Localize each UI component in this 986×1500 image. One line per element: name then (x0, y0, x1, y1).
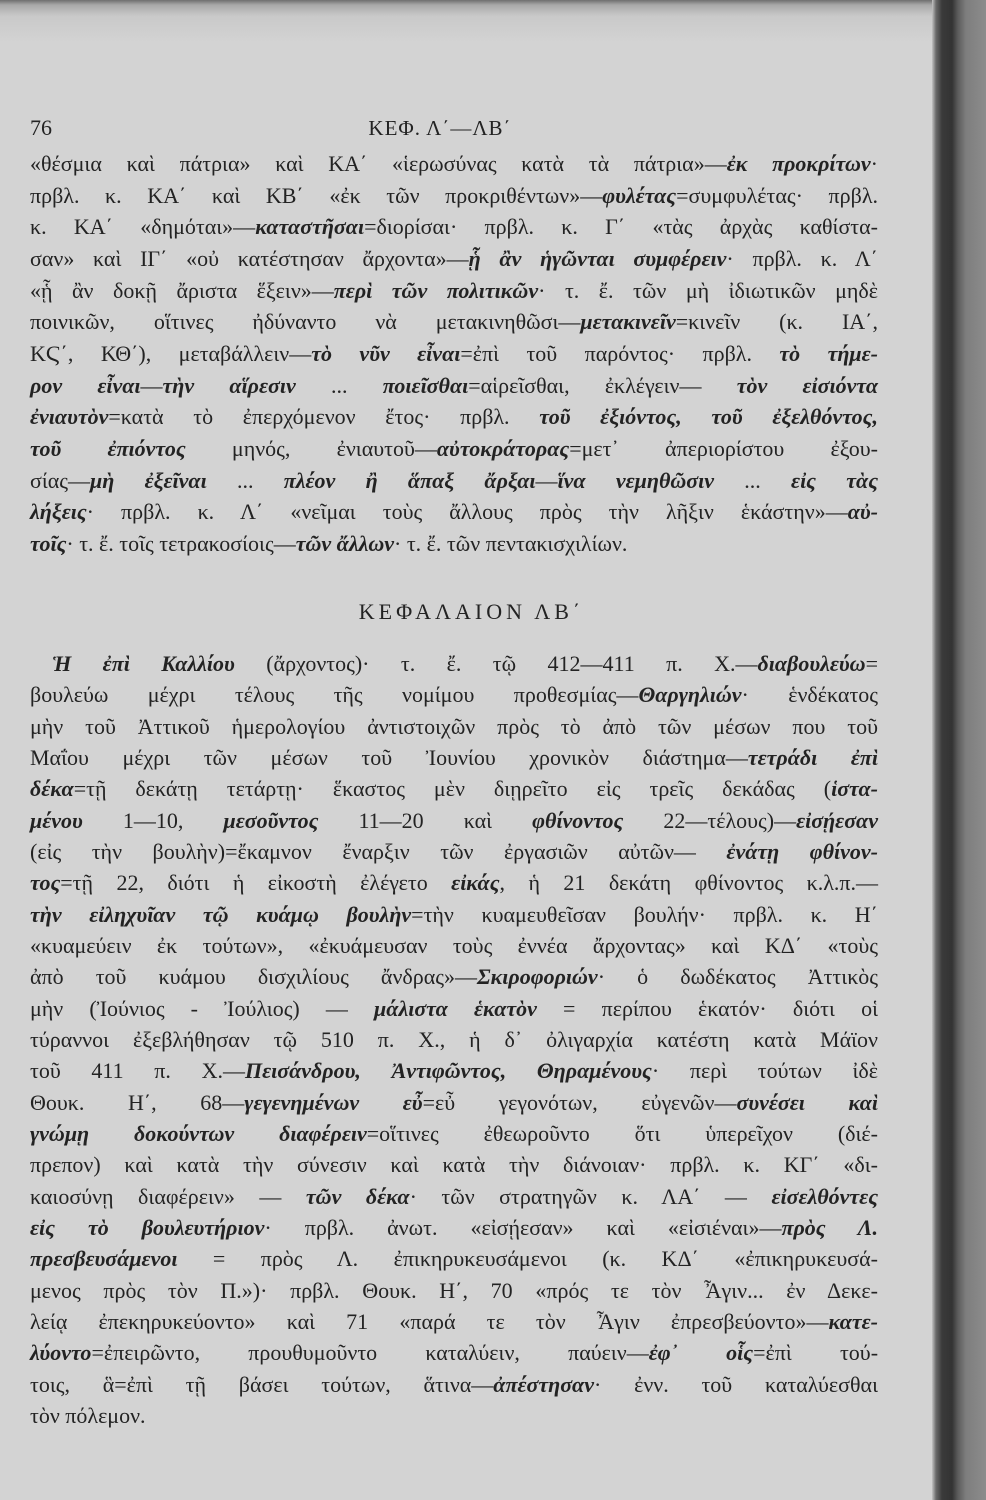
emphasized-term: αὐτοκράτορας (436, 436, 570, 462)
text-line (30, 836, 878, 867)
text-run: Θουκ. Η΄, 68— (30, 1089, 245, 1115)
text-run: =συμφυλέτας· πρβλ. (676, 182, 878, 208)
text-run: =εὖ γεγονότων, εὐγενῶν— (422, 1089, 737, 1115)
emphasized-term: ἐνάτῃ φθίνον- (726, 838, 878, 864)
text-run: «ᾗ ἂν δοκῇ ἄριστα ἕξειν»— (30, 277, 334, 303)
emphasized-term: γεγενημένων εὖ (244, 1089, 423, 1115)
text-run: 22—τέλους)— (623, 807, 797, 833)
text-line (30, 275, 878, 307)
text-line (30, 1400, 878, 1431)
text-run: = περίπου ἑκατόν· διότι οἱ (536, 995, 879, 1021)
text-line (30, 148, 878, 180)
text-run: πρεπον) καὶ κατὰ τὴν σύνεσιν καὶ κατὰ τὴν διάνοιαν· πρβλ. κ. ΚΓ΄ «δι- (30, 1152, 878, 1178)
text-line (30, 401, 878, 433)
text-run: μὴν τοῦ Ἀττικοῦ ἡμερολογίου ἀντιστοιχῶν πρὸς τὸ ἀπὸ τῶν μέσων που τοῦ (30, 713, 878, 739)
emphasized-term: ᾗ ἂν ἡγῶνται συμφέρειν (468, 246, 727, 272)
emphasized-term: τὴν αἵρεσιν (162, 372, 296, 398)
text-run: τὸν πόλεμον. (30, 1402, 146, 1428)
text-run: · τ. ἔ. τῶν μὴ ἰδιωτικῶν μηδὲ (538, 277, 878, 303)
text-run: =οἵτινες ἐθεωροῦντο ὅτι ὑπερεῖχον (διέ- (366, 1120, 878, 1146)
text-run: · ἑνδέκατος (741, 682, 878, 708)
emphasized-term: τοῦ ἐπιόντος (30, 436, 186, 462)
text-run: 1—10, (82, 807, 224, 833)
chapter-heading: ΚΕΦΑΛΑΙΟΝ ΛΒ΄ (358, 599, 585, 624)
text-run: πρβλ. κ. ΚΑ΄ καὶ ΚΒ΄ «ἐκ τῶν προκριθέντων»— (30, 182, 603, 208)
text-run: =μετ᾽ ἀπεριορίστου ἐξου- (569, 436, 879, 462)
text-line (30, 465, 878, 497)
text-run: μηνός, ἐνιαυτοῦ— (185, 436, 437, 462)
text-run: Μαΐου μέχρι τῶν μέσων τοῦ Ἰουνίου χρονικὸν διάστημα— (30, 744, 748, 770)
text-line (30, 1212, 878, 1243)
emphasized-term: εἰσελθόντες (771, 1183, 879, 1209)
text-run: , ἡ 21 δεκάτη φθίνοντος κ.λ.π.— (499, 870, 878, 896)
text-run: =ἐπὶ τοῦ παρόντος· πρβλ. (460, 341, 780, 367)
text-run: — (535, 467, 558, 493)
emphasized-term: μὴ ἐξεῖναι (90, 467, 207, 493)
text-run: ... (206, 467, 284, 493)
emphasized-term: Ἡ ἐπὶ Καλλίου (52, 651, 235, 676)
text-line (30, 930, 878, 961)
text-line (30, 1243, 878, 1274)
emphasized-term: γνώμῃ δοκούντων διαφέρειν (30, 1120, 367, 1146)
emphasized-term: συνέσει καὶ (736, 1089, 878, 1115)
emphasized-term: ἱστα- (831, 776, 878, 802)
text-line (30, 742, 878, 773)
text-run: =αἱρεῖσθαι, ἐκλέγειν— (468, 372, 737, 398)
emphasized-term: εἰς τὸ βουλευτήριον (30, 1214, 265, 1240)
emphasized-term: πλέον ἢ ἅπαξ ἄρξαι (283, 467, 536, 493)
emphasized-term: εἰκάς (451, 870, 500, 896)
emphasized-term: τος (30, 870, 61, 896)
emphasized-term: δέκα (30, 776, 74, 802)
emphasized-term: τὸ τήμε- (779, 341, 878, 367)
emphasized-term: μάλιστα ἑκατὸν (374, 995, 537, 1021)
text-line (30, 496, 878, 528)
text-run: · τ. ἔ. τοῖς τετρακοσίοις— (66, 531, 296, 557)
text-run: =κατὰ τὸ ἐπερχόμενον ἔτος· πρβλ. (108, 404, 540, 430)
text-line (30, 961, 878, 992)
text-run: μὴν (Ἰούνιος - Ἰούλιος) — (30, 995, 375, 1021)
emphasized-term: τετράδι ἐπὶ (747, 744, 878, 770)
emphasized-term: ἐνιαυτὸν (30, 404, 109, 430)
text-run: =κινεῖν (κ. ΙΑ΄, (675, 309, 879, 335)
text-line (30, 1149, 878, 1180)
text-line (30, 1024, 878, 1055)
text-run: · ὁ δωδέκατος Ἀττικὸς (597, 964, 878, 990)
text-run: =ἐπὶ τού- (753, 1340, 879, 1366)
text-run: · πρβλ. ἀνωτ. «εἰσῄεσαν» καὶ «εἰσιέναι»— (264, 1214, 782, 1240)
text-run: =τῇ δεκάτῃ τετάρτῃ· ἕκαστος μὲν διῃρεῖτο εἰς τρεῖς δεκάδας ( (73, 776, 832, 802)
emphasized-term: Σκιροφοριών (476, 964, 598, 990)
text-line (30, 711, 878, 742)
text-line (30, 1369, 878, 1400)
text-line (30, 180, 878, 212)
text-run: βουλεύω μέχρι τέλους τῆς νομίμου προθεσμίας— (30, 682, 639, 708)
text-line (30, 433, 878, 465)
text-run: =ἐπειρῶντο, προυθυμοῦντο καταλύειν, παύειν— (91, 1340, 649, 1366)
chapter-notes (30, 648, 878, 1431)
text-run: · τῶν στρατηγῶν κ. ΛΑ΄ — (409, 1183, 772, 1209)
text-run: «θέσμια καὶ πάτρια» καὶ ΚΑ΄ «ἱερωσύνας κατὰ τὰ πάτρια»— (30, 151, 727, 176)
text-run: (ἄρχοντος)· τ. ἔ. τῷ 412—411 π. Χ.— (234, 651, 758, 676)
text-run: σίας— (30, 467, 91, 493)
emphasized-term: τῶν ἄλλων (295, 531, 395, 557)
text-run: 11—20 καὶ (318, 807, 533, 833)
emphasized-term: Πεισάνδρου, Ἀντιφῶντος, Θηραμένους (244, 1058, 652, 1084)
text-run: τύραννοι ἐξεβλήθησαν τῷ 510 π. Χ., ἡ δ᾽ ὀλιγαρχία κατέστη κατὰ Μάϊον (30, 1026, 878, 1052)
text-line (30, 338, 878, 370)
emphasized-term: φθίνοντος (532, 807, 624, 833)
text-run: =τὴν κυαμευθεῖσαν βουλήν· πρβλ. κ. Η΄ (411, 901, 878, 927)
text-run: = (865, 651, 878, 676)
text-run: ... (295, 372, 383, 398)
text-run: =διορίσαι· πρβλ. κ. Γ΄ «τὰς ἀρχὰς καθίστα- (364, 214, 878, 240)
emphasized-term: τῶν δέκα (305, 1183, 410, 1209)
text-line (30, 370, 878, 402)
text-line (30, 1055, 878, 1086)
scan-shadow-right (932, 0, 986, 1500)
emphasized-term: ἐφ᾽ οἷς (648, 1340, 754, 1366)
text-run: «κυαμεύειν ἐκ τούτων», «ἐκυάμευσαν τοὺς ἐννέα ἄρχοντας» καὶ ΚΔ΄ «τοὺς (30, 932, 878, 958)
emphasized-term: εἰσῄεσαν (796, 807, 878, 833)
text-run: =τῇ 22, διότι ἡ εἰκοστὴ ἐλέγετο (60, 870, 452, 896)
text-line (30, 773, 878, 804)
emphasized-term: τοῦ ἐξιόντος, τοῦ ἐξελθόντος, (539, 404, 878, 430)
emphasized-term: πρεσβευσάμενοι (30, 1246, 178, 1272)
text-line (30, 993, 878, 1024)
text-run: ποινικῶν, οἵτινες ἠδύναντο νὰ μετακινηθῶσι— (30, 309, 581, 335)
text-run: = πρὸς Λ. ἐπικηρυκευσάμενοι (κ. ΚΔ΄ «ἐπικηρυκευσά- (177, 1246, 878, 1272)
text-line (30, 1275, 878, 1306)
text-line (30, 1087, 878, 1118)
emphasized-term: λύοντο (30, 1340, 92, 1366)
emphasized-term: φυλέτας (602, 182, 677, 208)
emphasized-term: λήξεις (30, 499, 87, 525)
text-run: μενος πρὸς τὸν Π.»)· πρβλ. Θουκ. Η΄, 70 «πρός τε τὸν Ἆγιν... ἐν Δεκε- (30, 1277, 878, 1303)
page-number: 76 (30, 115, 52, 140)
text-run: (εἰς τὴν βουλὴν)=ἔκαμνον ἔναρξιν τῶν ἐργασιῶν αὐτῶν— (30, 838, 727, 864)
emphasized-term: τὸ νῦν εἶναι (311, 341, 461, 367)
emphasized-term: ἵνα νεμηθῶσιν (557, 467, 715, 493)
text-run: — (140, 372, 163, 398)
text-run: ... (714, 467, 792, 493)
text-line (30, 243, 878, 275)
text-run: ἀπὸ τοῦ κυάμου δισχιλίους ἄνδρας»— (30, 964, 477, 990)
text-run: λείᾳ ἐπεκηρυκεύοντο» καὶ 71 «παρά τε τὸν Ἆγιν ἐπρεσβεύοντο»— (30, 1308, 829, 1334)
emphasized-term: περὶ τῶν πολιτικῶν (333, 277, 539, 303)
emphasized-term: διαβουλεύω (757, 651, 866, 676)
emphasized-term: τὸν εἰσιόντα (736, 372, 879, 398)
previous-chapter-notes (30, 148, 878, 560)
text-line (30, 899, 878, 930)
text-run: τοῦ 411 π. Χ.— (30, 1058, 245, 1084)
text-run: · τ. ἔ. τῶν πεντακισχιλίων. (394, 531, 628, 557)
text-line (30, 1337, 878, 1368)
emphasized-term: πρὸς Λ. (781, 1214, 878, 1240)
text-run: · πρβλ. κ. Λ΄ (726, 246, 878, 272)
text-line (30, 306, 878, 338)
emphasized-term: ρον εἶναι (30, 372, 141, 398)
text-run: καιοσύνῃ διαφέρειν» — (30, 1183, 306, 1209)
text-run: ΚϚ΄, ΚΘ΄), μεταβάλλειν— (30, 341, 312, 367)
scan-shadow-top (0, 0, 986, 42)
emphasized-term: καταστῆσαι (255, 214, 365, 240)
emphasized-term: τοῖς (30, 531, 67, 557)
emphasized-term: ποιεῖσθαι (382, 372, 469, 398)
text-run: · ἐνν. τοῦ καταλύεσθαι (594, 1371, 878, 1397)
emphasized-term: ἐκ προκρίτων (726, 151, 871, 176)
text-line (30, 1181, 878, 1212)
text-run: · πρβλ. κ. Λ΄ «νεῖμαι τοὺς ἄλλους πρὸς τὴν λῆξιν ἑκάστην»— (86, 499, 848, 525)
running-head: ΚΕΦ. Λ΄—ΛΒ΄ (368, 116, 512, 140)
emphasized-term: μένου (30, 807, 83, 833)
text-run: · (870, 151, 878, 176)
emphasized-term: εἰς τὰς (791, 467, 878, 493)
text-run: κ. ΚΑ΄ «δημόται»— (30, 214, 256, 240)
text-run: σαν» καὶ ΙΓ΄ «οὐ κατέστησαν ἄρχοντα»— (30, 246, 469, 272)
text-run: · περὶ τούτων ἰδὲ (651, 1058, 878, 1084)
text-run: τοις, ἃ=ἐπὶ τῇ βάσει τούτων, ἅτινα— (30, 1371, 494, 1397)
emphasized-term: κατε- (828, 1308, 878, 1334)
text-line (30, 1118, 878, 1149)
text-line (30, 648, 878, 679)
emphasized-term: Θαργηλιών (638, 682, 742, 708)
text-line (30, 805, 878, 836)
text-line (30, 679, 878, 710)
text-line (30, 867, 878, 898)
emphasized-term: μεσοῦντος (223, 807, 319, 833)
emphasized-term: μετακινεῖν (580, 309, 676, 335)
emphasized-term: ἀπέστησαν (493, 1371, 594, 1397)
text-line (30, 1306, 878, 1337)
text-line (30, 211, 878, 243)
emphasized-term: αὐ- (847, 499, 878, 525)
text-line (30, 528, 878, 560)
emphasized-term: τὴν εἰληχυῖαν τῷ κυάμῳ βουλὴν (30, 901, 412, 927)
